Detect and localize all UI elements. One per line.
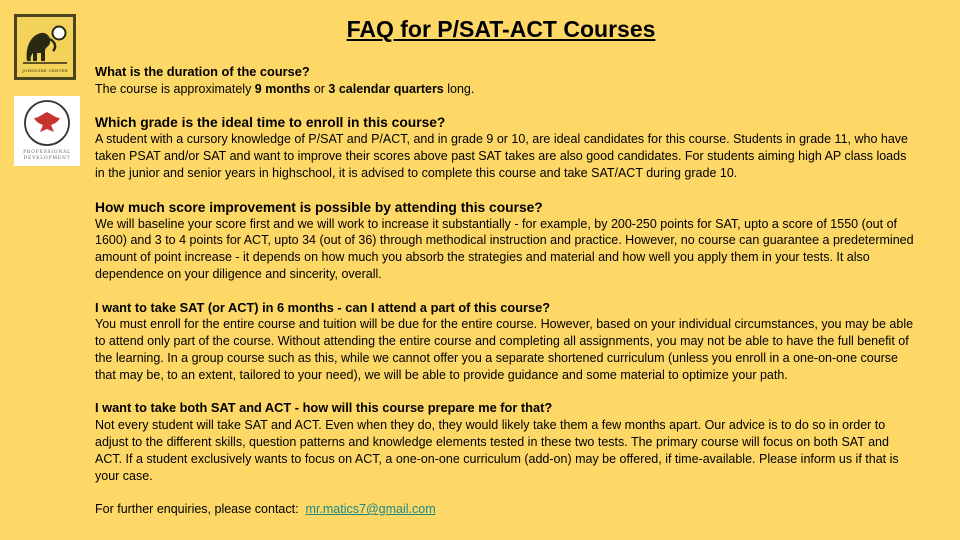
johnstre-center-logo xyxy=(14,14,76,80)
contact-email-link[interactable]: mr.matics7@gmail.com xyxy=(305,502,436,517)
faq-answer-grade: A student with a cursory knowledge of P/SAT and P/ACT, and in grade 9 or 10, are ideal candidates for this course. Students in grade 11, who have taken PSAT and/or SAT and want to improve their scores above past SAT takes are also good candidates. For students aiming high AP class loads in the junior and senior years in highschool, it is advised to complete this course and take SAT/ACT during grade 10. xyxy=(95,132,908,180)
faq-question-score: How much score improvement is possible by attending this course? xyxy=(95,199,543,215)
logo-caption-line1: PROFESSIONAL xyxy=(23,150,71,155)
faq-question-both: I want to take both SAT and ACT - how will this course prepare me for that? xyxy=(95,400,553,416)
slide-title: FAQ for P/SAT-ACT Courses xyxy=(346,16,656,42)
faq-answer-both: Not every student will take SAT and ACT. Even when they do, they would likely take them a few months apart. Our advice is to do so in order to adjust to the different skills, question patterns and knowledge elements tested in these two tests. The primary course will focus on both SAT and ACT. If a student exclusively wants to focus on ACT, a one-on-one curriculum (add-on) may be offered, if time-available. Please inform us if that is your case. xyxy=(95,418,899,483)
contact-label: For further enquiries, please contact: xyxy=(95,502,299,517)
faq-answer-score: We will baseline your score first and we will work to increase it substantially - for example, by 200-250 points for SAT, upto a score of 1550 (out of 1600) and 3 to 4 points for ACT, upto 34 (out of 36) through methodical instruction and practice. However, no course can guarantee a predetermined amount of point increase - it depends on how much you absorb the strategies and material and how well you apply them in your tests. It also dependence on your diligence and sincerity, overall. xyxy=(95,216,914,281)
professional-development-logo xyxy=(14,96,80,166)
faq-question-grade: Which grade is the ideal time to enroll in this course? xyxy=(95,115,446,131)
answer-text: or xyxy=(310,81,329,96)
logo-caption-line2: DEVELOPMENT xyxy=(23,156,71,161)
faq-question-partial: I want to take SAT (or ACT) in 6 months - can I attend a part of this course? xyxy=(95,299,551,315)
faq-answer-partial: You must enroll for the entire course and tuition will be due for the entire course. However, based on your individual circumstances, you may be able to attend only part of the course. Without attending the entire course and completing all assignments, you may not be able to have the full benefit of the learning. In a group course such as this, while we cannot offer you a separate shortened curriculum (unless you enroll in a one-on-one course that may be, to an extent, tailored to your need), we will be able to provide guidance and some material to optimize your path. xyxy=(95,317,914,382)
contact-line xyxy=(95,501,915,518)
faq-question-duration: What is the duration of the course? xyxy=(95,64,310,79)
answer-text: long. xyxy=(443,81,475,96)
faq-content xyxy=(95,64,915,518)
eagle-emblem-icon xyxy=(14,96,80,152)
answer-text: The course is approximately xyxy=(95,81,255,96)
answer-bold-months: 9 months xyxy=(254,81,311,96)
logo-caption: JOHNSTRE CENTER xyxy=(22,68,68,73)
answer-bold-quarters: 3 calendar quarters xyxy=(328,81,444,96)
faq-answer-duration xyxy=(95,81,915,98)
